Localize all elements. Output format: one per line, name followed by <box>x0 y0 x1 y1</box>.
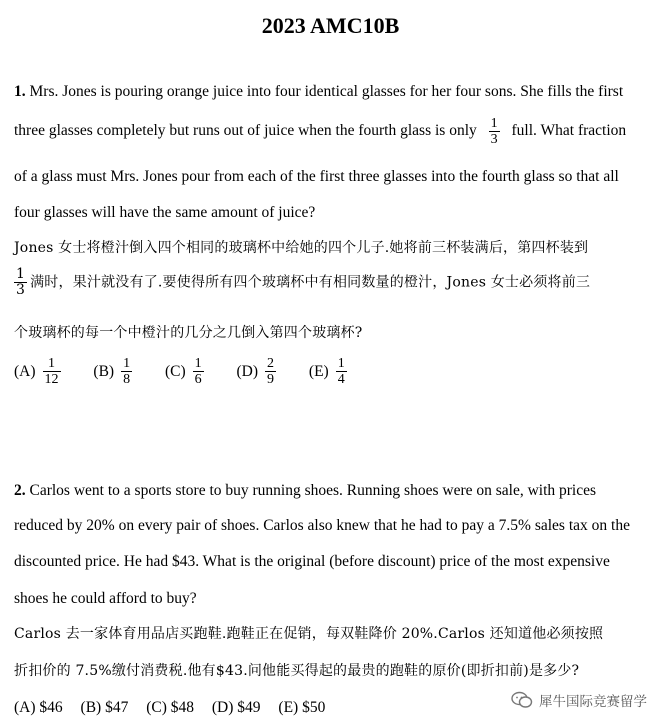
q1-cn-line-3: 个玻璃杯的每一个中橙汁的几分之几倒入第四个玻璃杯? <box>14 325 363 341</box>
q2-line-2: reduced by 20% on every pair of shoes. Carlos also knew that he had to pay a 7.5% sales tax on the <box>14 517 630 534</box>
q1-text-1: Mrs. Jones is pouring orange juice into four identical glasses for her four sons. She fills the first <box>25 83 624 100</box>
wechat-icon <box>511 691 533 709</box>
q1-choice-c[interactable]: (C) $\frac{1}{6}$ <box>164 356 202 387</box>
q1-line-4: four glasses will have the same amount of juice? <box>14 204 316 221</box>
q2-answer-choices <box>14 698 339 718</box>
q1-cn-text-2: 满时，果汁就没有了.要使得所有四个玻璃杯中有相同数量的橙汁，Jones 女士必须将前三 <box>30 274 591 291</box>
page-title: 2023 AMC10B <box>261 13 400 38</box>
watermark-text: 犀牛国际竞赛留学 <box>539 694 647 710</box>
q1-cn-line-1: Jones 女士将橙汁倒入四个相同的玻璃杯中给她的四个儿子.她将前三杯装满后，第四杯装到 <box>14 240 589 256</box>
q1-line-1 <box>14 82 623 102</box>
q1-choice-d[interactable]: (D) $\frac{2}{9}$ <box>236 356 275 387</box>
q1-line-2 <box>14 116 626 147</box>
watermark <box>511 690 647 710</box>
q1-line-3: of a glass must Mrs. Jones pour from each of the first three glasses into the fourth glass so that all <box>14 168 619 185</box>
q2-line-3: discounted price. He had $43. What is the original (before discount) price of the most expensive <box>14 553 610 570</box>
q1-text-2b: full. What fraction <box>511 122 627 140</box>
q1-choice-b[interactable]: (B) $\frac{1}{8}$ <box>93 356 131 387</box>
q2-cn-line-2: 折扣价的 7.5%缴付消费税.他有$43.问他能买得起的最贵的跑鞋的原价(即折扣前)是多少? <box>14 663 580 679</box>
q2-choice-a[interactable]: (A) $46 <box>14 699 63 716</box>
q2-text-1: Carlos went to a sports store to buy running shoes. Running shoes were on sale, with prices <box>25 482 597 499</box>
q1-cn-line-2 <box>14 267 590 298</box>
q2-choice-e[interactable]: (E) $50 <box>278 699 326 716</box>
q1-choice-e[interactable]: (E) $\frac{1}{4}$ <box>308 356 345 387</box>
q2-choice-d[interactable]: (D) $49 <box>211 699 261 716</box>
q2-number: 2. <box>14 482 26 499</box>
q2-cn-line-1: Carlos 去一家体育用品店买跑鞋.跑鞋正在促销，每双鞋降价 20%.Carlos 还知道他必须按照 <box>14 626 604 642</box>
q1-answer-choices <box>14 356 376 387</box>
q2-line-1 <box>14 481 596 501</box>
q2-choice-c[interactable]: (C) $48 <box>146 699 194 716</box>
q1-choice-a[interactable]: (A) $\frac{1}{12}$ <box>14 356 59 387</box>
q1-fraction-one-third: $\frac{1}{3}$ <box>490 116 498 147</box>
q1-text-2a: three glasses completely but runs out of juice when the fourth glass is only <box>14 122 477 140</box>
q2-choice-b[interactable]: (B) $47 <box>80 699 129 716</box>
q2-line-4: shoes he could afford to buy? <box>14 590 197 607</box>
q1-cn-fraction-one-third: $\frac{1}{3}$ <box>16 266 26 298</box>
q1-number: 1. <box>14 83 26 100</box>
